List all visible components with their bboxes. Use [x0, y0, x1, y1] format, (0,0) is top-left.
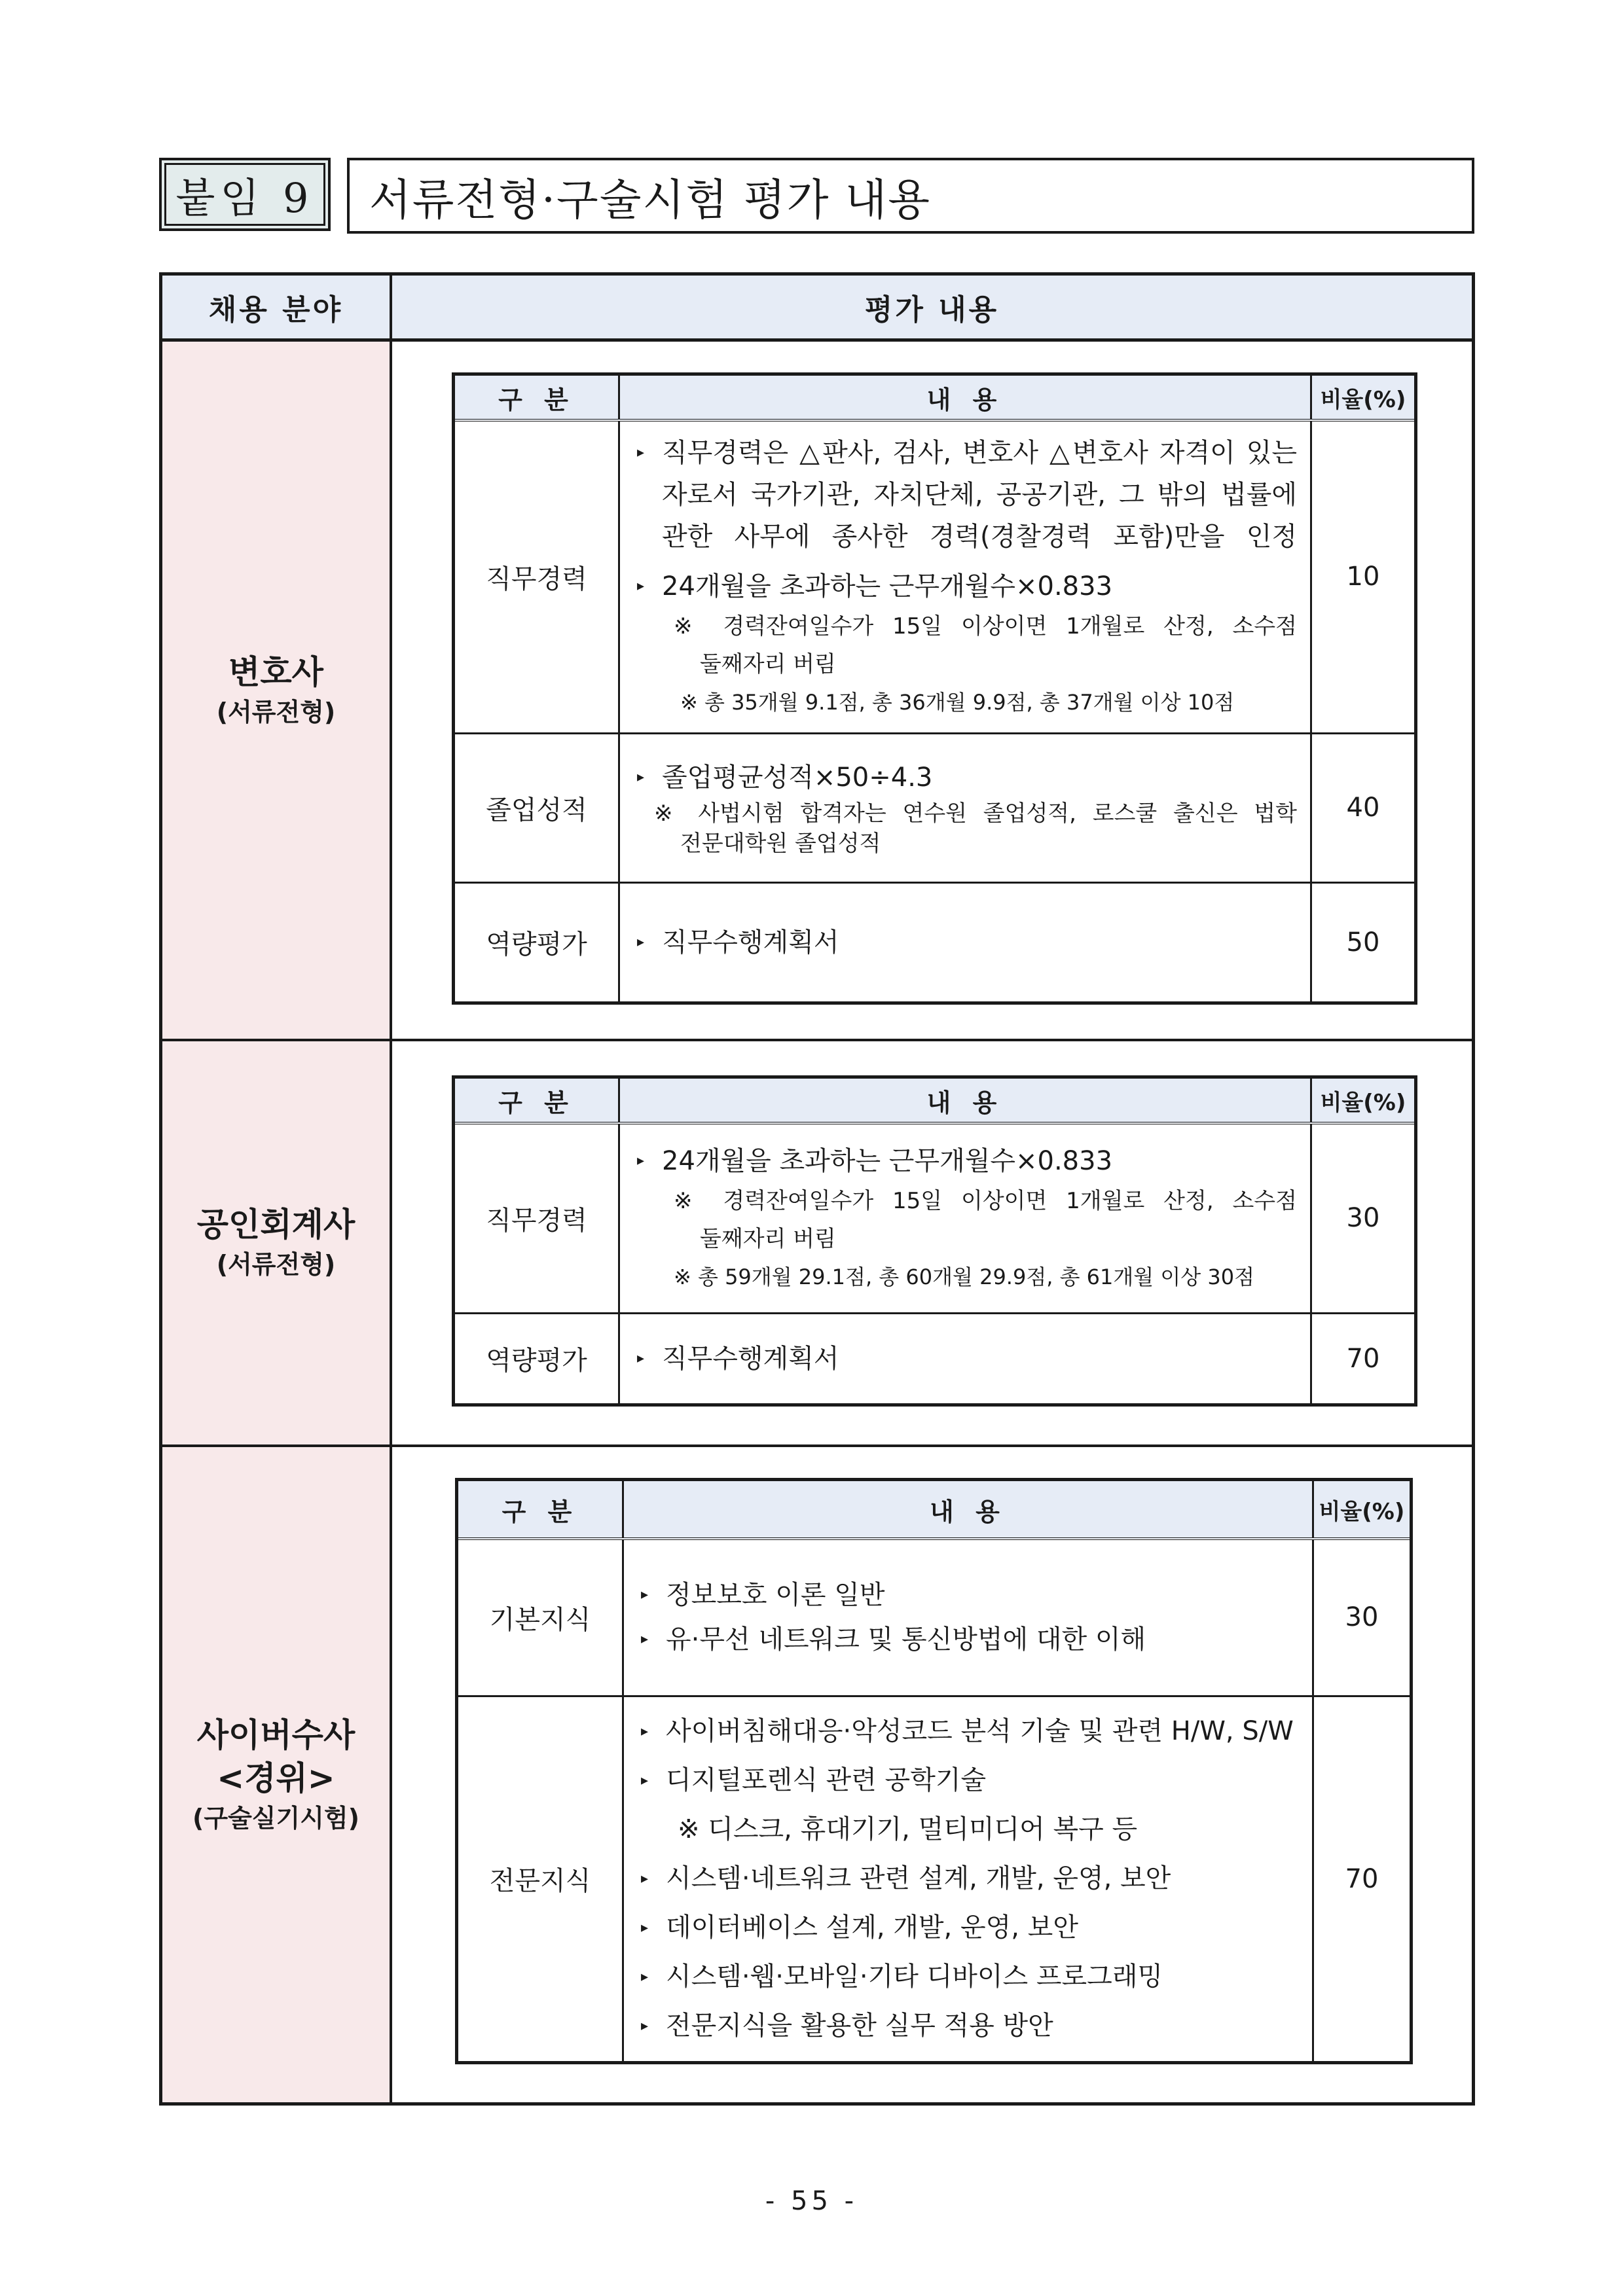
- row-category: 졸업성적: [454, 733, 619, 882]
- triangle-bullet-icon: ▸: [641, 1631, 649, 1648]
- row-category: 역량평가: [454, 882, 619, 1003]
- table-row: [454, 420, 1416, 733]
- row-content: [623, 1539, 1313, 1696]
- triangle-bullet-icon: ▸: [641, 1871, 649, 1887]
- note-line: ※ 사법시험 합격자는 연수원 졸업성적, 로스쿨 출신은 법학: [654, 800, 1297, 827]
- table-row: [457, 1696, 1412, 2062]
- lawyer-criteria-table: [452, 372, 1417, 1005]
- table-row: [457, 1539, 1412, 1696]
- bullet-item: ▸ 졸업평균성적×50÷4.3: [634, 757, 1297, 798]
- field-name: 변호사: [228, 653, 323, 691]
- row-ratio: 30: [1311, 1123, 1416, 1313]
- th-content: 내 용: [619, 1077, 1311, 1124]
- triangle-bullet-icon: ▸: [641, 1920, 649, 1936]
- row-content: [619, 733, 1311, 882]
- th-category: 구 분: [454, 374, 619, 421]
- table-row: [454, 1123, 1416, 1313]
- triangle-bullet-icon: ▸: [637, 1350, 645, 1367]
- triangle-bullet-icon: ▸: [641, 1772, 649, 1789]
- page-title-text: 서류전형·구술시험 평가 내용: [369, 174, 932, 225]
- header-content: 평가 내용: [864, 293, 1000, 327]
- bullet-item: ▸ 직무수행계획서: [634, 922, 1297, 963]
- triangle-bullet-icon: ▸: [641, 1723, 649, 1740]
- row-category: 기본지식: [457, 1539, 623, 1696]
- field-sub: (서류전형): [216, 1250, 336, 1279]
- bullet-item: ▸ 24개월을 초과하는 근무개월수×0.833: [634, 565, 1297, 607]
- accountant-criteria-table: [452, 1075, 1417, 1407]
- triangle-bullet-icon: ▸: [641, 1587, 649, 1604]
- row-category: 역량평가: [454, 1313, 619, 1405]
- row-ratio: 70: [1311, 1313, 1416, 1405]
- note-line: 둘째자리 버림: [700, 1226, 836, 1253]
- table-row: [454, 882, 1416, 1003]
- field-sub: (서류전형): [216, 697, 336, 726]
- triangle-bullet-icon: ▸: [637, 578, 645, 595]
- field-sub: (구술실기시험): [192, 1803, 359, 1833]
- evaluation-table-header: [162, 276, 1472, 342]
- bullet-item: ▸ 전문지식을 활용한 실무 적용 방안: [638, 2001, 1299, 2051]
- field-accountant: [162, 1041, 392, 1444]
- th-content: 내 용: [623, 1480, 1313, 1539]
- row-content: [623, 1696, 1313, 2062]
- page-number: - 55 -: [765, 2186, 858, 2216]
- row-category: 직무경력: [454, 1123, 619, 1313]
- field-cyber: [162, 1447, 392, 2102]
- cyber-criteria-table: [455, 1478, 1413, 2064]
- bullet-item: ▸ 디지털포렌식 관련 공학기술: [638, 1756, 1299, 1805]
- triangle-bullet-icon: ▸: [637, 1153, 645, 1170]
- row-ratio: 50: [1311, 882, 1416, 1003]
- table-header-row: [457, 1480, 1412, 1539]
- triangle-bullet-icon: ▸: [637, 444, 645, 461]
- bullet-item: ▸ 직무경력은 △판사, 검사, 변호사 △변호사 자격이 있는: [634, 432, 1297, 474]
- row-content: [619, 1313, 1311, 1405]
- table-header-row: [454, 374, 1416, 421]
- field-name: 공인회계사: [196, 1206, 356, 1244]
- bullet-item: ▸ 사이버침해대응·악성코드 분석 기술 및 관련 H/W, S/W: [638, 1707, 1299, 1756]
- row-ratio: 70: [1313, 1696, 1412, 2062]
- row-category: 직무경력: [454, 420, 619, 733]
- bullet-item: ▸ 24개월을 초과하는 근무개월수×0.833: [634, 1140, 1297, 1182]
- row-category: 전문지식: [457, 1696, 623, 2062]
- th-ratio: 비율(%): [1311, 1077, 1416, 1124]
- bullet-item: ▸ 시스템·네트워크 관련 설계, 개발, 운영, 보안: [638, 1854, 1299, 1903]
- note-line: ※ 총 59개월 29.1점, 총 60개월 29.9점, 총 61개월 이상 30점: [674, 1265, 1255, 1290]
- note-line: ※ 디스크, 휴대기기, 멀티미디어 복구 등: [678, 1814, 1138, 1844]
- bullet-item: ▸ 직무수행계획서: [634, 1338, 1297, 1380]
- th-content: 내 용: [619, 374, 1311, 421]
- bullet-item: ▸ 유·무선 네트워크 및 통신방법에 대한 이해: [638, 1617, 1299, 1662]
- field-lawyer: [162, 342, 392, 1039]
- table-header-row: [454, 1077, 1416, 1124]
- row-ratio: 10: [1311, 420, 1416, 733]
- bullet-item: ▸ 시스템·웹·모바일·기타 디바이스 프로그래밍: [638, 1952, 1299, 2001]
- row-ratio: 30: [1313, 1539, 1412, 1696]
- table-row: [454, 1313, 1416, 1405]
- note-line: 전문대학원 졸업성적: [680, 831, 881, 857]
- row-content: [619, 1123, 1311, 1313]
- triangle-bullet-icon: ▸: [637, 933, 645, 950]
- bullet-item: ▸ 정보보호 이론 일반: [638, 1573, 1299, 1617]
- note-line: ※ 경력잔여일수가 15일 이상이면 1개월로 산정, 소수점: [674, 1188, 1297, 1215]
- field-rank: <경위>: [217, 1759, 335, 1797]
- row-content: [619, 882, 1311, 1003]
- triangle-bullet-icon: ▸: [641, 1969, 649, 1985]
- triangle-bullet-icon: ▸: [641, 2018, 649, 2034]
- th-ratio: 비율(%): [1313, 1480, 1412, 1539]
- attachment-tag: [159, 158, 331, 231]
- th-category: 구 분: [457, 1480, 623, 1539]
- th-ratio: 비율(%): [1311, 374, 1416, 421]
- note-line: ※ 총 35개월 9.1점, 총 36개월 9.9점, 총 37개월 이상 10점: [680, 690, 1235, 715]
- th-category: 구 분: [454, 1077, 619, 1124]
- triangle-bullet-icon: ▸: [637, 769, 645, 785]
- bullet-continuation: 관한 사무에 종사한 경력(경찰경력 포함)만을 인정: [662, 522, 1297, 552]
- note-line: ※ 경력잔여일수가 15일 이상이면 1개월로 산정, 소수점: [674, 613, 1297, 640]
- header-field: 채용 분야: [162, 276, 392, 338]
- bullet-item: ▸ 데이터베이스 설계, 개발, 운영, 보안: [638, 1903, 1299, 1952]
- row-content: [619, 420, 1311, 733]
- row-ratio: 40: [1311, 733, 1416, 882]
- bullet-continuation: 자로서 국가기관, 자치단체, 공공기관, 그 밖의 법률에: [662, 480, 1297, 511]
- note-line: 둘째자리 버림: [700, 651, 836, 678]
- field-name: 사이버수사: [196, 1715, 356, 1754]
- attachment-tag-label: 붙임 9: [175, 173, 314, 222]
- table-row: [454, 733, 1416, 882]
- page-title: [347, 158, 1474, 234]
